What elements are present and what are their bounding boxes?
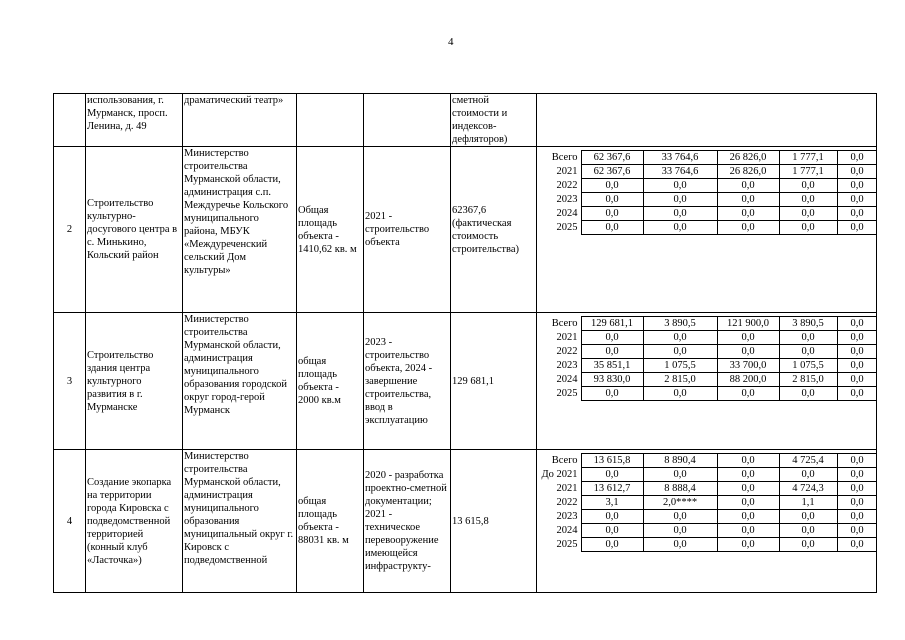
financing-row <box>537 207 877 221</box>
financing-fed: 0,0 <box>643 179 717 193</box>
financing-total: 35 851,1 <box>581 359 643 373</box>
financing-year: 2022 <box>556 346 578 357</box>
financing-total: 0,0 <box>581 510 643 524</box>
financing-cell <box>537 147 877 313</box>
financing-fed: 2 815,0 <box>643 373 717 387</box>
financing-other: 0,0 <box>837 221 877 235</box>
financing-other: 0,0 <box>837 524 877 538</box>
estimated-cost-cell: 13 615,8 <box>451 450 537 593</box>
financing-row <box>537 221 877 235</box>
financing-loc: 0,0 <box>779 193 837 207</box>
financing-reg: 26 826,0 <box>717 165 779 179</box>
financing-year: 2022 <box>556 180 578 191</box>
financing-other: 0,0 <box>837 482 877 496</box>
estimated-cost-cell: 62367,6 (фактическая стоимость строительства) <box>451 147 537 313</box>
financing-other: 0,0 <box>837 193 877 207</box>
table-row <box>54 313 877 450</box>
capacity-cell: общая площадь объекта - 2000 кв.м <box>297 313 364 450</box>
financing-reg: 0,0 <box>717 387 779 401</box>
financing-fed: 0,0 <box>643 524 717 538</box>
financing-year: До 2021 <box>541 469 578 480</box>
financing-loc: 1,1 <box>779 496 837 510</box>
financing-row <box>537 359 877 373</box>
financing-loc: 0,0 <box>779 331 837 345</box>
financing-reg: 121 900,0 <box>717 317 779 331</box>
financing-fed: 8 890,4 <box>643 454 717 468</box>
financing-year: Всего <box>551 318 578 329</box>
construction-period-cell: 2021 - строительство объекта <box>364 147 451 313</box>
financing-total: 0,0 <box>581 193 643 207</box>
financing-reg: 88 200,0 <box>717 373 779 387</box>
financing-row <box>537 482 877 496</box>
financing-reg: 0,0 <box>717 510 779 524</box>
construction-period-cell: 2023 - строительство объекта, 2024 - завершение строительства, ввод в эксплуатацию <box>364 313 451 450</box>
financing-row <box>537 496 877 510</box>
financing-row <box>537 468 877 482</box>
financing-total: 0,0 <box>581 524 643 538</box>
financing-loc: 1 075,5 <box>779 359 837 373</box>
financing-loc: 2 815,0 <box>779 373 837 387</box>
financing-loc: 4 724,3 <box>779 482 837 496</box>
financing-total: 13 615,8 <box>581 454 643 468</box>
financing-row <box>537 151 877 165</box>
financing-other: 0,0 <box>837 207 877 221</box>
financing-fed: 0,0 <box>643 221 717 235</box>
financing-loc: 4 725,4 <box>779 454 837 468</box>
row-number-cell: 4 <box>54 450 86 593</box>
financing-year: 2023 <box>556 511 578 522</box>
financing-loc: 0,0 <box>779 207 837 221</box>
financing-row <box>537 193 877 207</box>
financing-table <box>537 150 877 235</box>
financing-year: 2023 <box>556 360 578 371</box>
financing-total: 0,0 <box>581 221 643 235</box>
financing-table <box>537 453 877 552</box>
financing-other: 0,0 <box>837 387 877 401</box>
financing-fed: 0,0 <box>643 468 717 482</box>
financing-row <box>537 345 877 359</box>
financing-table <box>537 316 877 401</box>
financing-loc: 0,0 <box>779 538 837 552</box>
financing-row <box>537 454 877 468</box>
financing-other: 0,0 <box>837 468 877 482</box>
table-row <box>54 450 877 593</box>
financing-row <box>537 331 877 345</box>
object-name-cell: Создание экопарка на территории города Кировска с подведомственной территорией (конный клуб «Ласточка») <box>86 450 183 593</box>
financing-row <box>537 510 877 524</box>
financing-row <box>537 524 877 538</box>
financing-total: 0,0 <box>581 387 643 401</box>
financing-other: 0,0 <box>837 151 877 165</box>
financing-total: 3,1 <box>581 496 643 510</box>
financing-reg: 0,0 <box>717 221 779 235</box>
financing-reg: 0,0 <box>717 468 779 482</box>
financing-total: 0,0 <box>581 538 643 552</box>
financing-year: 2025 <box>556 388 578 399</box>
object-name-cell: Строительство здания центра культурного развития в г. Мурманске <box>86 313 183 450</box>
object-name-cell: использования, г. Мурманск, просп. Ленина, д. 49 <box>86 94 183 147</box>
financing-fed: 0,0 <box>643 387 717 401</box>
financing-other: 0,0 <box>837 331 877 345</box>
capacity-cell: общая площадь объекта - 88031 кв. м <box>297 450 364 593</box>
financing-loc: 0,0 <box>779 524 837 538</box>
financing-row <box>537 179 877 193</box>
financing-row <box>537 387 877 401</box>
financing-reg: 0,0 <box>717 345 779 359</box>
financing-fed: 33 764,6 <box>643 151 717 165</box>
financing-loc: 0,0 <box>779 468 837 482</box>
investment-table <box>53 93 877 593</box>
financing-total: 0,0 <box>581 468 643 482</box>
financing-total: 0,0 <box>581 331 643 345</box>
financing-other: 0,0 <box>837 373 877 387</box>
financing-year: 2022 <box>556 497 578 508</box>
financing-fed: 3 890,5 <box>643 317 717 331</box>
financing-reg: 0,0 <box>717 179 779 193</box>
financing-row <box>537 317 877 331</box>
financing-reg: 0,0 <box>717 482 779 496</box>
financing-other: 0,0 <box>837 179 877 193</box>
financing-year: 2024 <box>556 208 578 219</box>
financing-other: 0,0 <box>837 496 877 510</box>
financing-row <box>537 373 877 387</box>
financing-other: 0,0 <box>837 165 877 179</box>
financing-loc: 0,0 <box>779 221 837 235</box>
construction-period-cell <box>364 94 451 147</box>
financing-other: 0,0 <box>837 317 877 331</box>
financing-fed: 33 764,6 <box>643 165 717 179</box>
financing-year: Всего <box>551 455 578 466</box>
row-number-cell: 3 <box>54 313 86 450</box>
financing-other: 0,0 <box>837 454 877 468</box>
financing-total: 0,0 <box>581 179 643 193</box>
financing-year: 2021 <box>556 332 578 343</box>
financing-loc: 0,0 <box>779 387 837 401</box>
construction-period-cell: 2020 - разработка проектно-сметной документации; 2021 - техническое перевооружение имеющейся инфраструкту- <box>364 450 451 593</box>
financing-reg: 33 700,0 <box>717 359 779 373</box>
customer-cell: Министерство строительства Мурманской области, администрация муниципального образования городской округ город-герой Мурманск <box>183 313 297 450</box>
financing-fed: 2,0**** <box>643 496 717 510</box>
customer-cell: драматический театр» <box>183 94 297 147</box>
estimated-cost-cell: сметной стоимости и индексов-дефляторов) <box>451 94 537 147</box>
financing-row <box>537 165 877 179</box>
financing-fed: 1 075,5 <box>643 359 717 373</box>
financing-cell <box>537 94 877 147</box>
financing-year: 2024 <box>556 374 578 385</box>
financing-reg: 0,0 <box>717 331 779 345</box>
financing-other: 0,0 <box>837 538 877 552</box>
financing-reg: 0,0 <box>717 496 779 510</box>
financing-total: 93 830,0 <box>581 373 643 387</box>
financing-total: 62 367,6 <box>581 165 643 179</box>
financing-reg: 0,0 <box>717 454 779 468</box>
customer-cell: Министерство строительства Мурманской области, администрация муниципального образования муниципальный округ г. Кировск с подведомственной <box>183 450 297 593</box>
financing-cell <box>537 450 877 593</box>
financing-row <box>537 538 877 552</box>
row-number-cell <box>54 94 86 147</box>
financing-fed: 0,0 <box>643 538 717 552</box>
financing-year: 2023 <box>556 194 578 205</box>
financing-cell <box>537 313 877 450</box>
financing-fed: 0,0 <box>643 193 717 207</box>
financing-fed: 0,0 <box>643 510 717 524</box>
financing-year: 2021 <box>556 166 578 177</box>
estimated-cost-cell: 129 681,1 <box>451 313 537 450</box>
financing-reg: 0,0 <box>717 524 779 538</box>
financing-total: 13 612,7 <box>581 482 643 496</box>
financing-loc: 0,0 <box>779 179 837 193</box>
customer-cell: Министерство строительства Мурманской области, администрация с.п. Междуречье Кольского муниципального района, МБУК «Междуреченский сельский Дом культуры» <box>183 147 297 313</box>
table-row <box>54 94 877 147</box>
financing-loc: 1 777,1 <box>779 151 837 165</box>
financing-year: 2025 <box>556 539 578 550</box>
financing-total: 129 681,1 <box>581 317 643 331</box>
financing-total: 0,0 <box>581 207 643 221</box>
capacity-cell <box>297 94 364 147</box>
financing-reg: 26 826,0 <box>717 151 779 165</box>
financing-loc: 1 777,1 <box>779 165 837 179</box>
financing-other: 0,0 <box>837 359 877 373</box>
table-row <box>54 147 877 313</box>
row-number-cell: 2 <box>54 147 86 313</box>
object-name-cell: Строительство культурно-досугового центра в с. Минькино, Кольский район <box>86 147 183 313</box>
financing-reg: 0,0 <box>717 193 779 207</box>
financing-loc: 0,0 <box>779 510 837 524</box>
financing-year: 2025 <box>556 222 578 233</box>
financing-reg: 0,0 <box>717 207 779 221</box>
financing-fed: 0,0 <box>643 331 717 345</box>
financing-fed: 8 888,4 <box>643 482 717 496</box>
financing-reg: 0,0 <box>717 538 779 552</box>
financing-total: 0,0 <box>581 345 643 359</box>
financing-total: 62 367,6 <box>581 151 643 165</box>
capacity-cell: Общая площадь объекта - 1410,62 кв. м <box>297 147 364 313</box>
financing-fed: 0,0 <box>643 207 717 221</box>
financing-year: 2021 <box>556 483 578 494</box>
page-number: 4 <box>448 36 454 48</box>
financing-loc: 3 890,5 <box>779 317 837 331</box>
financing-fed: 0,0 <box>643 345 717 359</box>
financing-year: 2024 <box>556 525 578 536</box>
financing-other: 0,0 <box>837 345 877 359</box>
financing-year: Всего <box>551 152 578 163</box>
financing-other: 0,0 <box>837 510 877 524</box>
financing-loc: 0,0 <box>779 345 837 359</box>
